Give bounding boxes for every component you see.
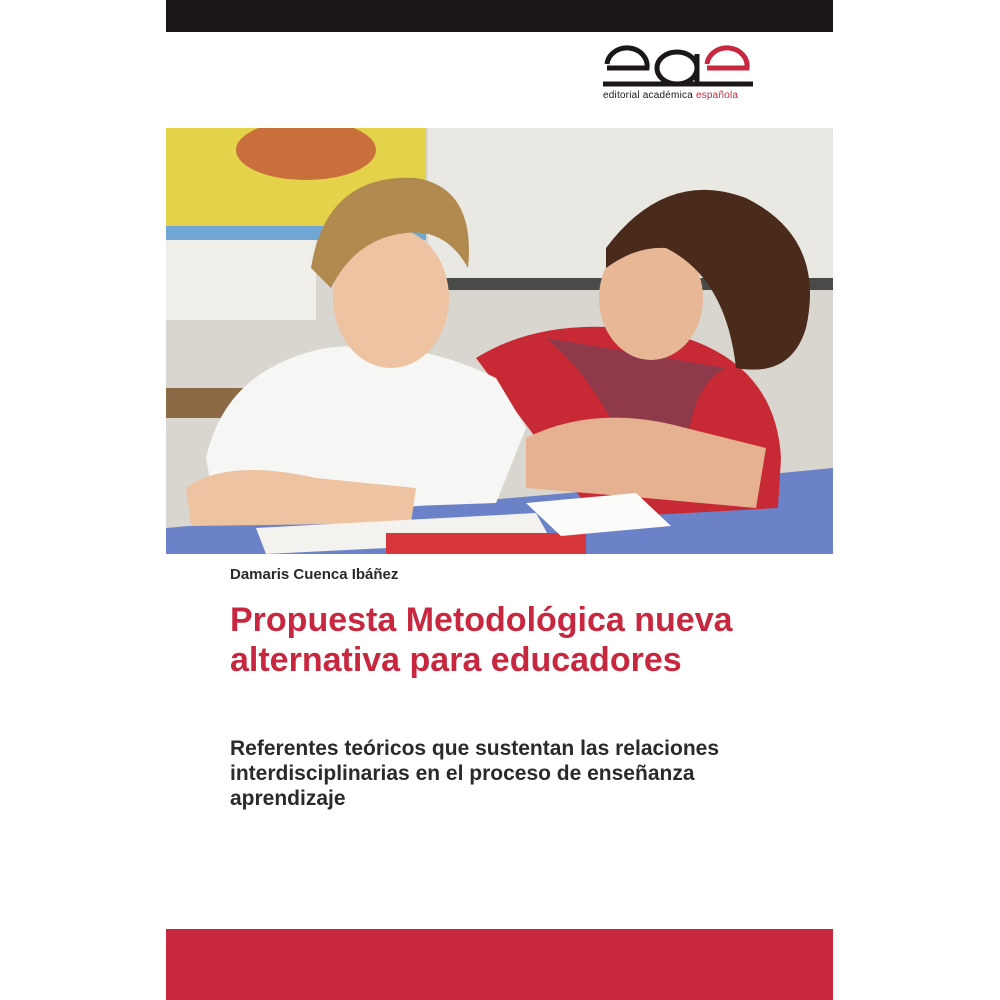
book-title: Propuesta Metodológica nueva alternativa para educadores — [230, 601, 733, 679]
publisher-caption-main: editorial académica — [603, 90, 693, 101]
eae-logo-mark — [603, 40, 763, 88]
top-dark-band — [166, 0, 833, 32]
cover-photo — [166, 128, 833, 554]
publisher-caption — [603, 90, 763, 101]
publisher-logo — [603, 40, 763, 106]
book-subtitle: Referentes teóricos que sustentan las relaciones interdisciplinarias en el proceso de enseñanza aprendizaje — [230, 737, 720, 810]
book-cover — [166, 0, 833, 1000]
bottom-accent-band — [166, 929, 833, 1000]
teacher-and-boy-reading-photo — [166, 128, 833, 554]
publisher-caption-accent: española — [695, 90, 739, 101]
author-name: Damaris Cuenca Ibáñez — [230, 566, 399, 583]
